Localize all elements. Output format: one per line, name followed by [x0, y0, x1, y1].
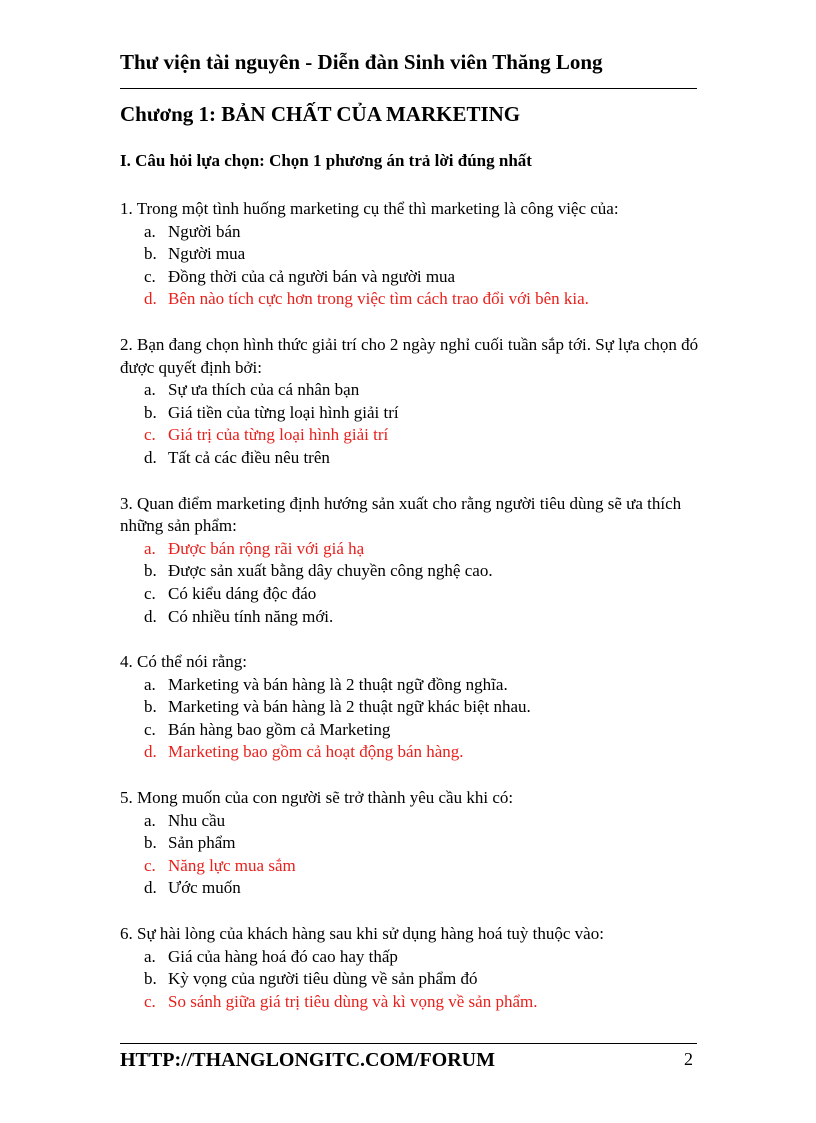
- answer-option: [144, 402, 700, 425]
- answer-option: [144, 379, 700, 402]
- header-title: Thư viện tài nguyên - Diễn đàn Sinh viên Thăng Long: [120, 50, 603, 74]
- option-letter: c.: [144, 991, 156, 1011]
- footer-rule: [120, 1043, 697, 1044]
- option-letter: b.: [144, 833, 157, 853]
- option-text: Bên nào tích cực hơn trong việc tìm cách trao đổi với bên kia.: [168, 289, 589, 309]
- option-letter: b.: [144, 969, 157, 989]
- option-text: Bán hàng bao gồm cả Marketing: [168, 719, 391, 739]
- option-letter: a.: [144, 221, 156, 241]
- answer-option: [144, 674, 700, 697]
- option-letter: d.: [144, 289, 157, 309]
- question-text: 2. Bạn đang chọn hình thức giải trí cho 2 ngày nghỉ cuối tuần sắp tới. Sự lựa chọn đó được quyết định bởi:: [120, 334, 699, 377]
- option-list: [120, 810, 700, 900]
- option-text: Người bán: [168, 221, 241, 241]
- question-item: [120, 651, 700, 764]
- option-text: Được bán rộng rãi với giá hạ: [168, 538, 365, 558]
- answer-option: [144, 946, 700, 969]
- option-text: Nhu cầu: [168, 810, 226, 830]
- option-letter: c.: [144, 719, 156, 739]
- answer-option: [144, 221, 700, 244]
- question-item: [120, 923, 700, 1013]
- page-number: 2: [684, 1049, 693, 1069]
- question-text: 4. Có thể nói rằng:: [120, 652, 248, 672]
- question-item: [120, 334, 700, 470]
- option-text: Marketing và bán hàng là 2 thuật ngữ khác biệt nhau.: [168, 697, 531, 717]
- option-letter: c.: [144, 583, 156, 603]
- option-text: Giá tiền của từng loại hình giải trí: [168, 402, 399, 422]
- option-letter: a.: [144, 810, 156, 830]
- option-letter: b.: [144, 244, 157, 264]
- option-text: Tất cả các điều nêu trên: [168, 447, 330, 467]
- answer-option: [144, 832, 700, 855]
- question-text: 6. Sự hài lòng của khách hàng sau khi sử dụng hàng hoá tuỳ thuộc vào:: [120, 924, 604, 944]
- answer-option: [144, 968, 700, 991]
- answer-option: [144, 696, 700, 719]
- header-rule: [120, 88, 697, 89]
- question-item: [120, 198, 700, 311]
- answer-option: [144, 583, 700, 606]
- option-text: So sánh giữa giá trị tiêu dùng và kì vọng về sản phẩm.: [168, 991, 538, 1011]
- question-text: 1. Trong một tình huống marketing cụ thể thì marketing là công việc của:: [120, 199, 619, 218]
- footer-url[interactable]: HTTP://THANGLONGITC.COM/FORUM: [120, 1049, 495, 1071]
- option-list: [120, 538, 700, 628]
- option-text: Ước muốn: [168, 878, 241, 898]
- option-letter: d.: [144, 742, 157, 762]
- option-text: Sự ưa thích của cá nhân bạn: [168, 380, 360, 400]
- answer-option-correct: [144, 855, 700, 878]
- option-letter: b.: [144, 561, 157, 581]
- option-text: Có kiểu dáng độc đáo: [168, 583, 317, 603]
- answer-option: [144, 877, 700, 900]
- option-letter: d.: [144, 447, 157, 467]
- option-letter: b.: [144, 697, 157, 717]
- answer-option: [144, 719, 700, 742]
- option-letter: a.: [144, 380, 156, 400]
- answer-option: [144, 266, 700, 289]
- section-title: I. Câu hỏi lựa chọn: Chọn 1 phương án trả lời đúng nhất: [120, 151, 532, 170]
- answer-option: [144, 447, 700, 470]
- option-list: [120, 674, 700, 764]
- option-letter: b.: [144, 402, 157, 422]
- option-letter: a.: [144, 538, 156, 558]
- option-text: Được sản xuất bằng dây chuyền công nghệ cao.: [168, 561, 493, 581]
- option-text: Kỳ vọng của người tiêu dùng về sản phẩm đó: [168, 969, 478, 989]
- option-text: Năng lực mua sắm: [168, 855, 296, 875]
- option-text: Có nhiều tính năng mới.: [168, 606, 334, 626]
- question-item: [120, 787, 700, 900]
- chapter-title: Chương 1: BẢN CHẤT CỦA MARKETING: [120, 102, 521, 126]
- question-text: 5. Mong muốn của con người sẽ trở thành yêu cầu khi có:: [120, 788, 514, 808]
- option-text: Marketing và bán hàng là 2 thuật ngữ đồng nghĩa.: [168, 674, 508, 694]
- answer-option: [144, 810, 700, 833]
- question-text: 3. Quan điểm marketing định hướng sản xuất cho rằng người tiêu dùng sẽ ưa thích những sản phẩm:: [120, 493, 682, 536]
- answer-option: [144, 606, 700, 629]
- option-text: Giá của hàng hoá đó cao hay thấp: [168, 946, 398, 966]
- option-list: [120, 221, 700, 311]
- option-letter: a.: [144, 674, 156, 694]
- option-text: Giá trị của từng loại hình giải trí: [168, 425, 389, 445]
- option-text: Marketing bao gồm cả hoạt động bán hàng.: [168, 742, 464, 762]
- option-text: Người mua: [168, 244, 246, 264]
- answer-option-correct: [144, 538, 700, 561]
- option-letter: c.: [144, 266, 156, 286]
- question-item: [120, 493, 700, 629]
- option-text: Sản phẩm: [168, 833, 236, 853]
- option-list: [120, 379, 700, 469]
- option-letter: a.: [144, 946, 156, 966]
- answer-option: [144, 560, 700, 583]
- answer-option-correct: [144, 741, 700, 764]
- question-list: [120, 198, 700, 1036]
- option-letter: d.: [144, 878, 157, 898]
- option-list: [120, 946, 700, 1014]
- answer-option: [144, 243, 700, 266]
- option-text: Đồng thời của cả người bán và người mua: [168, 266, 456, 286]
- answer-option-correct: [144, 991, 700, 1014]
- option-letter: d.: [144, 606, 157, 626]
- option-letter: c.: [144, 855, 156, 875]
- answer-option-correct: [144, 288, 700, 311]
- option-letter: c.: [144, 425, 156, 445]
- answer-option-correct: [144, 424, 700, 447]
